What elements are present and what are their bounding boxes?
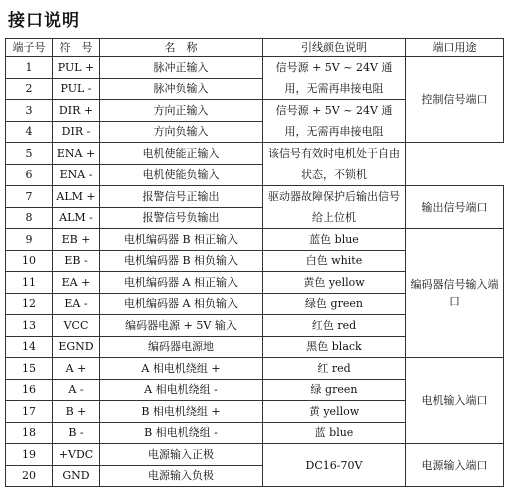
cell-symbol: B -	[53, 422, 100, 444]
cell-no: 7	[6, 186, 53, 208]
cell-symbol: B +	[53, 401, 100, 423]
table-row	[6, 358, 504, 380]
cell-no: 13	[6, 315, 53, 337]
cell-name: 编码器电源地	[100, 336, 263, 358]
cell-color: 白色 white	[263, 250, 406, 272]
cell-symbol: A -	[53, 379, 100, 401]
cell-color: 黄色 yellow	[263, 272, 406, 294]
cell-no: 14	[6, 336, 53, 358]
cell-name: B 相电机绕组 -	[100, 422, 263, 444]
cell-color: 蓝 blue	[263, 422, 406, 444]
cell-color-power: DC16-70V	[263, 444, 406, 487]
interface-table	[5, 38, 504, 487]
cell-name: 报警信号负输出	[100, 207, 263, 229]
cell-no: 12	[6, 293, 53, 315]
cell-no: 17	[6, 401, 53, 423]
header-symbol: 符 号	[53, 39, 100, 57]
cell-symbol: +VDC	[53, 444, 100, 466]
cell-color-dir: 信号源 + 5V ~ 24V 通用，无需再串接电阻	[263, 100, 406, 143]
cell-symbol: ALM +	[53, 186, 100, 208]
cell-name: 电机编码器 A 相负输入	[100, 293, 263, 315]
cell-symbol: ALM -	[53, 207, 100, 229]
cell-color: 绿 green	[263, 379, 406, 401]
cell-color: 蓝色 blue	[263, 229, 406, 251]
cell-name: A 相电机绕组 -	[100, 379, 263, 401]
table-row	[6, 444, 504, 466]
cell-no: 3	[6, 100, 53, 122]
cell-symbol: EA +	[53, 272, 100, 294]
cell-color: 黄 yellow	[263, 401, 406, 423]
cell-no: 20	[6, 465, 53, 487]
cell-no: 11	[6, 272, 53, 294]
cell-name: 脉冲负输入	[100, 78, 263, 100]
cell-color-alm: 驱动器故障保护后输出信号给上位机	[263, 186, 406, 229]
table-row	[6, 143, 504, 165]
cell-no: 5	[6, 143, 53, 165]
table-row	[6, 164, 504, 186]
table-row	[6, 229, 504, 251]
cell-name: 脉冲正输入	[100, 57, 263, 79]
cell-color-pul: 信号源 + 5V ~ 24V 通用，无需再串接电阻	[263, 57, 406, 100]
cell-name: B 相电机绕组 +	[100, 401, 263, 423]
page-title: 接口说明	[8, 11, 80, 31]
cell-color-ena: 该信号有效时电机处于自由状态，不锁机	[263, 143, 406, 186]
cell-symbol: A +	[53, 358, 100, 380]
cell-no: 8	[6, 207, 53, 229]
cell-name: 电机编码器 A 相正输入	[100, 272, 263, 294]
cell-color: 绿色 green	[263, 293, 406, 315]
cell-name: 电机编码器 B 相正输入	[100, 229, 263, 251]
header-wire-color: 引线颜色说明	[263, 39, 406, 57]
cell-symbol: GND	[53, 465, 100, 487]
cell-usage-output: 输出信号端口	[406, 186, 504, 229]
cell-no: 15	[6, 358, 53, 380]
cell-symbol: DIR -	[53, 121, 100, 143]
header-port-usage: 端口用途	[406, 39, 504, 57]
cell-name: 电机编码器 B 相负输入	[100, 250, 263, 272]
cell-no: 4	[6, 121, 53, 143]
cell-usage-encoder: 编码器信号输入端口	[406, 229, 504, 358]
cell-symbol: VCC	[53, 315, 100, 337]
cell-name: 电机使能负输入	[100, 164, 263, 186]
header-name: 名 称	[100, 39, 263, 57]
cell-symbol: EGND	[53, 336, 100, 358]
cell-symbol: EB +	[53, 229, 100, 251]
cell-no: 18	[6, 422, 53, 444]
cell-name: 电机使能正输入	[100, 143, 263, 165]
cell-no: 10	[6, 250, 53, 272]
cell-symbol: EA -	[53, 293, 100, 315]
cell-color: 红色 red	[263, 315, 406, 337]
table-row	[6, 57, 504, 79]
cell-symbol: PUL +	[53, 57, 100, 79]
cell-name: 报警信号正输出	[100, 186, 263, 208]
cell-no: 2	[6, 78, 53, 100]
cell-usage-motor: 电机输入端口	[406, 358, 504, 444]
cell-name: 电源输入正极	[100, 444, 263, 466]
cell-symbol: EB -	[53, 250, 100, 272]
table-row	[6, 186, 504, 208]
cell-symbol: DIR +	[53, 100, 100, 122]
cell-no: 16	[6, 379, 53, 401]
cell-name: 方向负输入	[100, 121, 263, 143]
cell-usage-control: 控制信号端口	[406, 57, 504, 143]
cell-symbol: PUL -	[53, 78, 100, 100]
table-header-row	[6, 39, 504, 57]
cell-no: 19	[6, 444, 53, 466]
cell-name: A 相电机绕组 +	[100, 358, 263, 380]
cell-no: 9	[6, 229, 53, 251]
header-terminal-no: 端子号	[6, 39, 53, 57]
cell-no: 1	[6, 57, 53, 79]
cell-name: 方向正输入	[100, 100, 263, 122]
cell-symbol: ENA +	[53, 143, 100, 165]
cell-symbol: ENA -	[53, 164, 100, 186]
cell-color: 红 red	[263, 358, 406, 380]
cell-color: 黑色 black	[263, 336, 406, 358]
cell-name: 电源输入负极	[100, 465, 263, 487]
cell-usage-power: 电源输入端口	[406, 444, 504, 487]
cell-no: 6	[6, 164, 53, 186]
cell-name: 编码器电源 + 5V 输入	[100, 315, 263, 337]
